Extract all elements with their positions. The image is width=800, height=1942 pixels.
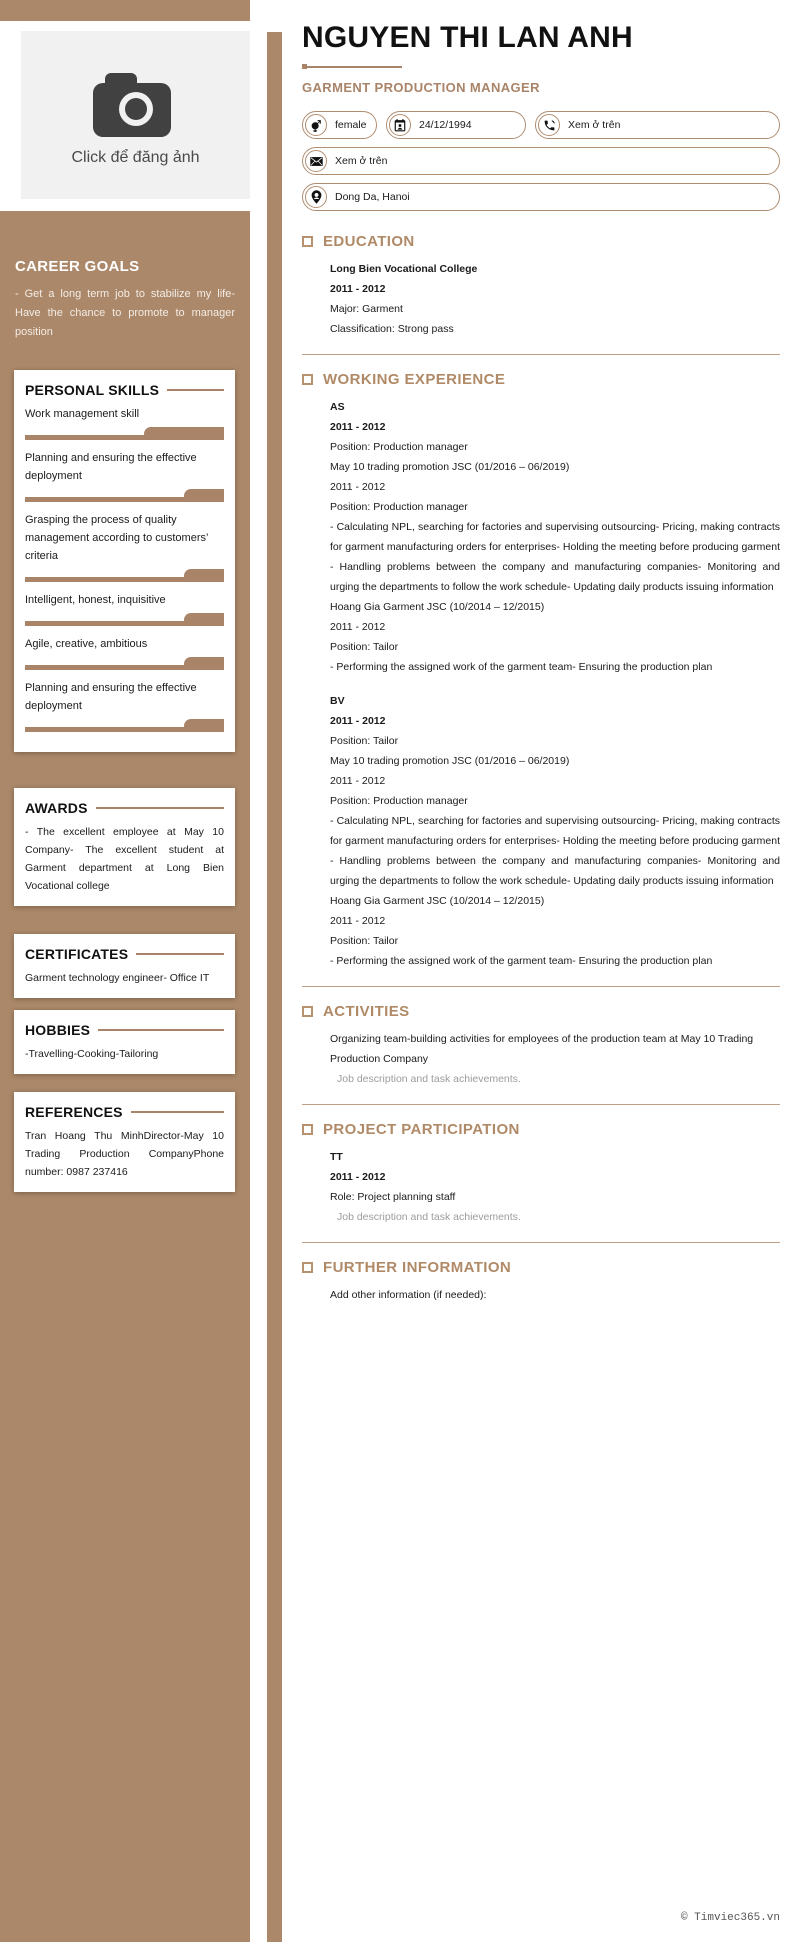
skill-bar-fill (144, 427, 224, 440)
personal-skills-title: PERSONAL SKILLS (25, 382, 160, 398)
further-info-text[interactable]: Add other information (if needed): (330, 1289, 487, 1301)
contact-chip-gender[interactable] (302, 111, 377, 139)
skill-item (25, 635, 224, 670)
project-placeholder[interactable]: Job description and task achievements. (337, 1211, 521, 1223)
activities-title: ACTIVITIES (323, 1003, 410, 1020)
job-position[interactable]: Position: Production manager (330, 441, 468, 453)
skill-bar[interactable] (25, 569, 224, 582)
job-title[interactable]: GARMENT PRODUCTION MANAGER (302, 80, 540, 95)
square-bullet-icon (302, 236, 313, 247)
project-role[interactable]: Role: Project planning staff (330, 1191, 456, 1203)
references-text[interactable]: Tran Hoang Thu MinhDirector-May 10 Trading Production CompanyPhone number: 0987 237416 (25, 1130, 224, 1178)
awards-card (14, 788, 235, 906)
calendar-icon (389, 114, 411, 136)
projects-title: PROJECT PARTICIPATION (323, 1121, 520, 1138)
skill-label[interactable]: Agile, creative, ambitious (25, 638, 148, 650)
references-title: REFERENCES (25, 1104, 123, 1120)
hobbies-header (25, 1022, 224, 1038)
contact-chip-phone[interactable] (535, 111, 780, 139)
career-goals-section (15, 258, 235, 342)
rule-line (307, 66, 402, 68)
experience-title: WORKING EXPERIENCE (323, 371, 506, 388)
skill-bar[interactable] (25, 719, 224, 732)
education-title: EDUCATION (323, 233, 415, 250)
email-icon (305, 150, 327, 172)
certificates-title: CERTIFICATES (25, 946, 129, 962)
skill-bar-fill (184, 613, 224, 626)
main-content (282, 0, 800, 1305)
title-rule (98, 1029, 224, 1031)
skill-label[interactable]: Intelligent, honest, inquisitive (25, 594, 166, 606)
contact-row-2 (302, 147, 780, 175)
section-divider (302, 354, 780, 355)
skill-bar[interactable] (25, 427, 224, 440)
skill-item (25, 679, 224, 732)
skill-label[interactable]: Planning and ensuring the effective deployment (25, 682, 197, 712)
job-line[interactable]: 2011 - 2012 (330, 775, 386, 787)
job-years[interactable]: 2011 - 2012 (330, 421, 386, 433)
page-title[interactable]: NGUYEN THI LAN ANH (302, 21, 633, 54)
skill-item (25, 591, 224, 626)
skills-list (25, 405, 224, 732)
title-rule (96, 807, 224, 809)
education-major[interactable]: Major: Garment (330, 303, 403, 315)
contact-value-email: Xem ở trên (335, 154, 388, 167)
projects-header (302, 1121, 780, 1138)
experience-jobs-list (302, 397, 780, 971)
hobbies-card (14, 1010, 235, 1074)
job-spacer (330, 677, 780, 691)
skill-bar[interactable] (25, 489, 224, 502)
phone-icon (538, 114, 560, 136)
job-line[interactable]: Position: Production manager (330, 795, 468, 807)
contact-chip-address[interactable] (302, 183, 780, 211)
job-line[interactable]: Position: Production manager (330, 501, 468, 513)
job-company[interactable]: AS (330, 401, 345, 413)
job-line[interactable]: 2011 - 2012 (330, 481, 386, 493)
title-rule (136, 953, 224, 955)
references-card (14, 1092, 235, 1192)
section-divider (302, 986, 780, 987)
awards-title: AWARDS (25, 800, 88, 816)
contact-chip-email[interactable] (302, 147, 780, 175)
job-line[interactable]: 2011 - 2012 (330, 915, 386, 927)
career-goals-text[interactable]: - Get a long term job to stabilize my life- Have the chance to promote to manager position (15, 288, 235, 338)
experience-job (330, 691, 780, 971)
project-years[interactable]: 2011 - 2012 (330, 1171, 386, 1183)
job-line[interactable]: 2011 - 2012 (330, 621, 386, 633)
camera-icon (81, 63, 191, 141)
references-header (25, 1104, 224, 1120)
awards-text[interactable]: - The excellent employee at May 10 Company- The excellent student at Garment department at Long Bien Vocational college (25, 826, 224, 892)
job-company[interactable]: BV (330, 695, 345, 707)
accent-strip (267, 32, 282, 1942)
education-school[interactable]: Long Bien Vocational College (330, 263, 478, 275)
skill-label[interactable]: Work management skill (25, 408, 140, 420)
further-info-body (302, 1285, 780, 1305)
hobbies-text[interactable]: -Travelling-Cooking-Tailoring (25, 1048, 159, 1060)
name-underline (302, 64, 780, 69)
location-icon (305, 186, 327, 208)
experience-header (302, 371, 780, 388)
education-section (302, 233, 780, 355)
skill-bar[interactable] (25, 657, 224, 670)
job-description[interactable]: - Performing the assigned work of the garment team- Ensuring the production plan (330, 661, 713, 673)
photo-caption: Click để đăng ảnh (71, 149, 200, 166)
job-line[interactable]: May 10 trading promotion JSC (01/2016 – 06/2019) (330, 461, 570, 473)
activities-placeholder[interactable]: Job description and task achievements. (337, 1073, 521, 1085)
job-line[interactable]: Position: Tailor (330, 641, 399, 653)
skill-item (25, 449, 224, 502)
contact-value-gender: female (335, 118, 367, 131)
project-name[interactable]: TT (330, 1151, 343, 1163)
further-info-header (302, 1259, 780, 1276)
career-goals-title: CAREER GOALS (15, 258, 140, 275)
job-description[interactable]: - Performing the assigned work of the garment team- Ensuring the production plan (330, 955, 713, 967)
activities-body (302, 1029, 780, 1089)
awards-header (25, 800, 224, 816)
experience-section (302, 371, 780, 987)
skill-bar-fill (184, 489, 224, 502)
square-bullet-icon (302, 1124, 313, 1135)
section-divider (302, 1104, 780, 1105)
skill-bar-fill (184, 657, 224, 670)
projects-section (302, 1121, 780, 1243)
job-line[interactable]: May 10 trading promotion JSC (01/2016 – 06/2019) (330, 755, 570, 767)
square-bullet-icon (302, 374, 313, 385)
job-description[interactable]: - Calculating NPL, searching for factories and supervising outsourcing- Pricing, making contracts for garment manufacturing orders for enterprises- Holding the meeting before producing garment - Handling problems between the company and manufacturing companies- Monitoring and urging the departments to follow the work schedule- Updating daily products issuing information (330, 815, 780, 887)
gender-icon (305, 114, 327, 136)
education-classification[interactable]: Classification: Strong pass (330, 323, 454, 335)
square-bullet-icon (302, 1006, 313, 1017)
skill-label[interactable]: Planning and ensuring the effective deployment (25, 452, 197, 482)
further-info-section (302, 1259, 780, 1305)
activities-header (302, 1003, 780, 1020)
photo-upload-area[interactable] (21, 31, 250, 199)
contact-chip-dob[interactable] (386, 111, 526, 139)
further-info-title: FURTHER INFORMATION (323, 1259, 512, 1276)
square-bullet-icon (302, 1262, 313, 1273)
job-line[interactable]: Position: Tailor (330, 935, 399, 947)
activities-section (302, 1003, 780, 1105)
title-rule (167, 389, 224, 391)
certificates-text[interactable]: Garment technology engineer- Office IT (25, 972, 210, 984)
job-line[interactable]: Hoang Gia Garment JSC (10/2014 – 12/2015) (330, 895, 545, 907)
contact-row-1 (302, 111, 780, 139)
skill-bar-fill (184, 719, 224, 732)
contact-row-3 (302, 183, 780, 211)
contact-value-dob: 24/12/1994 (419, 118, 472, 131)
contact-value-address: Dong Da, Hanoi (335, 190, 410, 203)
skill-bar[interactable] (25, 613, 224, 626)
education-header (302, 233, 780, 250)
skill-label[interactable]: Grasping the process of quality management according to customers’ criteria (25, 514, 209, 562)
certificates-header (25, 946, 224, 962)
experience-job (330, 397, 780, 691)
projects-body (302, 1147, 780, 1227)
certificates-card (14, 934, 235, 998)
education-years[interactable]: 2011 - 2012 (330, 283, 386, 295)
personal-skills-header (25, 382, 224, 398)
job-position[interactable]: Position: Tailor (330, 735, 399, 747)
job-years[interactable]: 2011 - 2012 (330, 715, 386, 727)
footer-copyright: © Timviec365.vn (680, 1912, 780, 1924)
skill-item (25, 511, 224, 582)
hobbies-title: HOBBIES (25, 1022, 91, 1038)
education-body (302, 259, 780, 339)
job-description[interactable]: - Calculating NPL, searching for factories and supervising outsourcing- Pricing, making contracts for garment manufacturing orders for enterprises- Holding the meeting before producing garment - Handling problems between the company and manufacturing companies- Monitoring and urging the departments to follow the work schedule- Updating daily products issuing information (330, 521, 780, 593)
section-divider (302, 1242, 780, 1243)
contact-value-phone: Xem ở trên (568, 118, 621, 131)
skill-item (25, 405, 224, 440)
title-rule (131, 1111, 224, 1113)
job-line[interactable]: Hoang Gia Garment JSC (10/2014 – 12/2015) (330, 601, 545, 613)
activities-text[interactable]: Organizing team-building activities for employees of the production team at May 10 Trading Production Company (330, 1033, 754, 1065)
skill-bar-fill (184, 569, 224, 582)
personal-skills-card (14, 370, 235, 752)
